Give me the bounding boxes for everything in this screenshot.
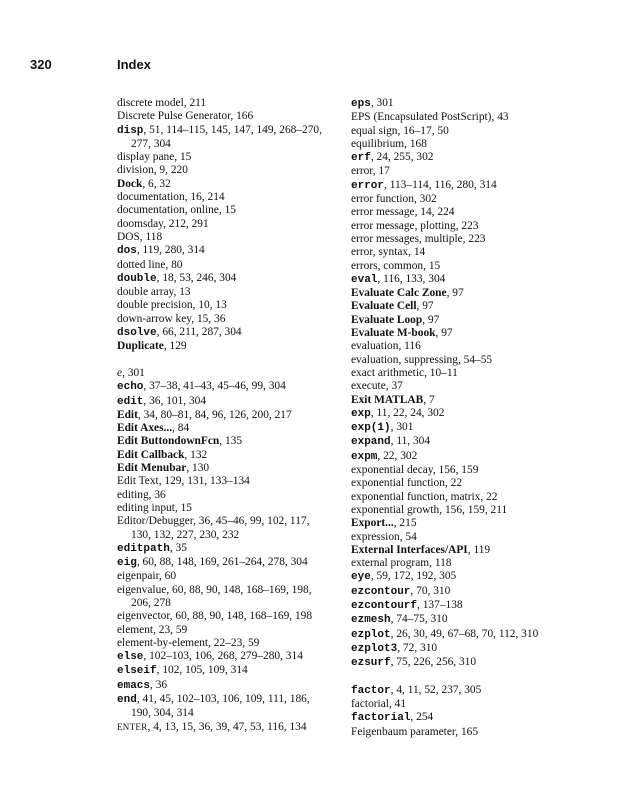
index-term: eigenvalue xyxy=(117,583,167,596)
index-entry: ezplot3, 72, 310 xyxy=(351,641,438,655)
index-entry: exponential growth, 156, 159, 211 xyxy=(351,503,508,516)
index-entry: factorial, 254 xyxy=(351,711,434,725)
index-pages: 22–23, 59 xyxy=(213,636,260,649)
index-entry: display pane, 15 xyxy=(117,151,192,164)
index-term: expand xyxy=(351,436,391,449)
index-pages: 11, 22, 24, 302 xyxy=(376,406,445,419)
index-term: eye xyxy=(351,571,371,584)
index-term: Edit ButtondownFcn xyxy=(117,435,220,448)
index-pages: 43 xyxy=(497,111,509,124)
index-entry: exponential decay, 156, 159 xyxy=(351,464,479,477)
index-pages: 14, 224 xyxy=(420,206,455,219)
index-entry: Edit, 34, 80–81, 84, 96, 126, 200, 217 xyxy=(117,408,292,421)
index-pages: 301 xyxy=(127,366,145,379)
index-term: exp(1) xyxy=(351,422,391,435)
index-entry: eigenvector, 60, 88, 90, 148, 168–169, 198 xyxy=(117,610,313,623)
index-entry: External Interfaces/API, 119 xyxy=(351,543,491,556)
index-entry: Evaluate Cell, 97 xyxy=(351,300,434,313)
index-entry: error message, plotting, 223 xyxy=(351,219,479,232)
index-term: documentation xyxy=(117,191,185,204)
index-pages: 34, 80–81, 84, 96, 126, 200, 217 xyxy=(143,408,292,421)
index-term: Exit MATLAB xyxy=(351,393,424,406)
index-entry: error, 113–114, 116, 280, 314 xyxy=(351,178,497,192)
index-pages: 15 xyxy=(180,501,192,514)
index-pages: 97 xyxy=(422,300,434,313)
index-term: dsolve xyxy=(117,327,157,340)
index-term: exponential function, matrix xyxy=(351,490,481,503)
index-term: error, syntax xyxy=(351,246,409,259)
index-pages: 35 xyxy=(175,541,187,554)
index-term: down-arrow key xyxy=(117,312,192,325)
index-pages: 137–138 xyxy=(422,598,463,611)
index-pages: 129, 131, 133–134 xyxy=(164,475,250,488)
index-entry: ezcontourf, 137–138 xyxy=(351,598,463,612)
index-entry: emacs, 36 xyxy=(117,678,168,692)
index-term: Edit xyxy=(117,408,138,421)
letter-gap xyxy=(351,670,583,683)
index-pages: 135 xyxy=(224,435,243,448)
index-pages: 156, 159, 211 xyxy=(444,503,508,516)
index-term: editing input xyxy=(117,501,175,514)
index-entry: discrete model, 211 xyxy=(117,97,207,109)
index-entry: down-arrow key, 15, 36 xyxy=(117,312,226,325)
index-entry: equal sign, 16–17, 50 xyxy=(351,124,449,137)
index-pages: 13 xyxy=(179,286,191,299)
index-entry: eye, 59, 172, 192, 305 xyxy=(351,570,457,584)
index-entry: elseif, 102, 105, 109, 314 xyxy=(117,664,248,678)
index-entry-continuation: 130, 132, 227, 230, 232 xyxy=(131,528,240,541)
letter-gap xyxy=(117,354,349,367)
index-entry: Edit Callback, 132 xyxy=(117,448,208,461)
index-entry: error message, 14, 224 xyxy=(351,206,455,219)
index-term: Evaluate M-book xyxy=(351,327,436,340)
index-term: elseif xyxy=(117,665,157,678)
index-pages: 166 xyxy=(236,110,254,123)
index-pages: 168 xyxy=(409,137,427,150)
index-entry: double array, 13 xyxy=(117,286,191,299)
index-entry: expand, 11, 304 xyxy=(351,435,431,449)
index-pages: 36 xyxy=(154,488,166,501)
index-term: ezmesh xyxy=(351,614,391,627)
index-term: eig xyxy=(117,557,137,570)
index-pages: 22, 302 xyxy=(383,449,418,462)
index-entry: evaluation, 116 xyxy=(351,340,421,353)
index-entry: Dock, 6, 32 xyxy=(117,177,171,190)
index-entry: Edit ButtondownFcn, 135 xyxy=(117,435,243,448)
index-pages: 301 xyxy=(376,97,394,109)
index-pages: 16–17, 50 xyxy=(403,124,449,137)
index-term: Export... xyxy=(351,517,394,530)
page-number: 320 xyxy=(30,57,52,72)
index-term: equilibrium xyxy=(351,137,405,150)
index-pages: 23, 59 xyxy=(158,623,188,636)
index-term: erf xyxy=(351,152,371,165)
index-term: element-by-element xyxy=(117,636,209,649)
index-entry: eps, 301 xyxy=(351,97,394,110)
index-term: error xyxy=(351,179,385,192)
index-term: emacs xyxy=(117,679,151,692)
index-entry: execute, 37 xyxy=(351,380,403,393)
index-entry: disp, 51, 114–115, 145, 147, 149, 268–270, xyxy=(117,123,322,137)
index-pages: 97 xyxy=(452,287,464,300)
index-column-left xyxy=(117,97,349,734)
index-entry: documentation, online, 15 xyxy=(117,204,236,217)
index-pages: 84 xyxy=(177,422,190,435)
index-term: error function xyxy=(351,193,414,206)
index-pages: 97 xyxy=(427,313,440,326)
index-pages: 7 xyxy=(428,393,435,406)
index-entry: edit, 36, 101, 304 xyxy=(117,394,207,408)
index-pages: 129 xyxy=(169,340,187,353)
index-entry: Edit Axes..., 84 xyxy=(117,422,190,435)
index-pages: 41 xyxy=(394,698,407,711)
index-term: double precision xyxy=(117,299,193,312)
index-entry: dos, 119, 280, 314 xyxy=(117,244,205,258)
index-term: execute xyxy=(351,380,386,393)
index-pages: 118 xyxy=(145,230,163,243)
index-term: Edit Text xyxy=(117,475,159,488)
index-pages: 15, 36 xyxy=(196,312,226,325)
index-pages: 119 xyxy=(473,543,491,556)
index-term: ezcontourf xyxy=(351,599,418,612)
index-entry: eig, 60, 88, 148, 169, 261–264, 278, 304 xyxy=(117,556,308,570)
index-pages: 4, 13, 15, 36, 39, 47, 53, 116, 134 xyxy=(153,720,307,733)
index-term: Evaluate Loop xyxy=(351,313,423,326)
index-pages: 22 xyxy=(450,477,463,490)
index-pages: 15 xyxy=(428,259,441,272)
index-pages: 36, 101, 304 xyxy=(149,394,207,407)
index-term: dos xyxy=(117,245,137,258)
index-term: disp xyxy=(117,124,144,137)
index-term: evaluation, suppressing xyxy=(351,353,458,366)
index-term: display pane xyxy=(117,151,175,164)
index-pages: 4, 11, 52, 237, 305 xyxy=(396,683,482,696)
index-term: ezsurf xyxy=(351,657,391,670)
index-term: error message xyxy=(351,206,415,219)
index-entry: Evaluate Calc Zone, 97 xyxy=(351,287,464,300)
index-pages: 75, 226, 256, 310 xyxy=(396,656,477,669)
index-pages: 6, 32 xyxy=(148,177,171,190)
index-term: external program xyxy=(351,557,430,570)
index-entry-continuation: 277, 304 xyxy=(131,137,171,150)
index-pages: 156, 159 xyxy=(438,464,479,477)
index-entry: error, syntax, 14 xyxy=(351,246,426,259)
index-pages: 26, 30, 49, 67–68, 70, 112, 310 xyxy=(396,627,539,640)
index-term: edit xyxy=(117,395,144,408)
index-term: editing xyxy=(117,488,149,501)
index-entry: eigenvalue, 60, 88, 90, 148, 168–169, 198, xyxy=(117,583,312,596)
index-entry: evaluation, suppressing, 54–55 xyxy=(351,353,493,366)
index-entry: Discrete Pulse Generator, 166 xyxy=(117,110,254,123)
index-entry: external program, 118 xyxy=(351,557,452,570)
index-pages: 97 xyxy=(441,327,453,340)
index-pages: 119, 280, 314 xyxy=(142,244,205,257)
index-pages: 16, 214 xyxy=(190,191,225,204)
index-entry: echo, 37–38, 41–43, 45–46, 99, 304 xyxy=(117,380,286,394)
index-entry: exponential function, 22 xyxy=(351,477,463,490)
index-pages: 14 xyxy=(413,246,426,259)
index-entry: division, 9, 220 xyxy=(117,164,188,177)
index-term: Feigenbaum parameter xyxy=(351,725,456,738)
index-entry: documentation, 16, 214 xyxy=(117,191,225,204)
index-entry: eval, 116, 133, 304 xyxy=(351,272,446,286)
index-entry: Edit Text, 129, 131, 133–134 xyxy=(117,475,250,488)
index-pages: 60, 88, 90, 148, 168–169, 198 xyxy=(175,610,313,623)
index-entry: error messages, multiple, 223 xyxy=(351,232,486,245)
index-entry: exponential function, matrix, 22 xyxy=(351,490,498,503)
index-pages: 80 xyxy=(171,258,183,271)
index-term: factor xyxy=(351,684,391,697)
index-pages: 116 xyxy=(404,340,421,353)
index-term: dotted line xyxy=(117,258,166,271)
index-term: echo xyxy=(117,381,144,394)
index-pages: 212, 291 xyxy=(168,217,209,230)
index-entry: expression, 54 xyxy=(351,530,417,543)
index-term: else xyxy=(117,651,144,664)
index-term: error messages, multiple xyxy=(351,232,463,245)
index-term: error xyxy=(351,165,373,178)
index-term: ENTER xyxy=(117,721,148,732)
index-pages: 70, 310 xyxy=(416,584,451,597)
index-pages: 51, 114–115, 145, 147, 149, 268–270, xyxy=(149,123,322,136)
index-term: expm xyxy=(351,450,378,463)
index-entry: Duplicate, 129 xyxy=(117,340,187,353)
index-pages: 36, 45–46, 99, 102, 117, xyxy=(198,515,310,528)
index-column-right xyxy=(351,97,583,739)
index-pages: 10–11 xyxy=(429,366,458,379)
index-entry: else, 102–103, 106, 268, 279–280, 314 xyxy=(117,650,303,664)
index-term: Edit Axes... xyxy=(117,422,173,435)
index-term: equal sign xyxy=(351,124,398,137)
index-entry: double precision, 10, 13 xyxy=(117,299,227,312)
index-entry: EPS (Encapsulated PostScript), 43 xyxy=(351,111,509,124)
index-pages: 302 xyxy=(419,193,437,206)
index-term: e xyxy=(117,366,123,379)
index-entry: ezmesh, 74–75, 310 xyxy=(351,613,448,627)
index-entry: element, 23, 59 xyxy=(117,623,188,636)
index-pages: 215 xyxy=(399,517,417,530)
index-pages: 15 xyxy=(179,151,192,164)
index-term: exponential growth xyxy=(351,503,440,516)
index-term: ezplot xyxy=(351,628,391,641)
index-term: eps xyxy=(351,98,371,110)
index-pages: 54 xyxy=(405,530,417,543)
index-pages: 41, 45, 102–103, 106, 109, 111, 186, xyxy=(142,693,310,706)
index-entry: error, 17 xyxy=(351,165,390,178)
index-pages: 301 xyxy=(396,421,414,434)
index-term: DOS xyxy=(117,230,140,243)
index-entry: Export..., 215 xyxy=(351,517,417,530)
index-entry: editing, 36 xyxy=(117,488,166,501)
index-entry: expm, 22, 302 xyxy=(351,449,418,463)
index-pages: 36 xyxy=(155,678,168,691)
index-term: documentation, online xyxy=(117,204,219,217)
index-term: EPS (Encapsulated PostScript) xyxy=(351,111,492,124)
index-entry: Exit MATLAB, 7 xyxy=(351,393,435,406)
index-pages: 130 xyxy=(192,462,210,475)
index-term: doomsday xyxy=(117,217,164,230)
index-entry: ezsurf, 75, 226, 256, 310 xyxy=(351,656,477,670)
index-pages: 18, 53, 246, 304 xyxy=(162,271,237,284)
index-entry: e, 301 xyxy=(117,366,145,379)
index-pages: 254 xyxy=(416,711,434,724)
index-entry: exact arithmetic, 10–11 xyxy=(351,366,458,379)
index-term: Discrete Pulse Generator xyxy=(117,110,231,123)
index-entry: ezplot, 26, 30, 49, 67–68, 70, 112, 310 xyxy=(351,627,539,641)
index-term: errors, common xyxy=(351,259,424,272)
index-pages: 9, 220 xyxy=(159,164,188,177)
index-pages: 10, 13 xyxy=(198,299,227,312)
index-term: eigenpair xyxy=(117,570,159,583)
index-entry: dsolve, 66, 211, 287, 304 xyxy=(117,326,242,340)
index-entry: editpath, 35 xyxy=(117,541,187,555)
index-pages: 15 xyxy=(224,204,236,217)
index-entry: end, 41, 45, 102–103, 106, 109, 111, 186, xyxy=(117,693,310,707)
index-pages: 74–75, 310 xyxy=(396,613,448,626)
index-term: expression xyxy=(351,530,400,543)
index-entry: dotted line, 80 xyxy=(117,258,183,271)
index-entry: DOS, 118 xyxy=(117,230,163,243)
index-pages: 11, 304 xyxy=(396,435,431,448)
index-pages: 211 xyxy=(189,97,207,109)
index-pages: 60, 88, 148, 169, 261–264, 278, 304 xyxy=(142,556,308,569)
index-pages: 54–55 xyxy=(463,353,493,366)
index-entry: exp, 11, 22, 24, 302 xyxy=(351,406,445,420)
index-entry: Edit Menubar, 130 xyxy=(117,462,210,475)
index-entry: eigenpair, 60 xyxy=(117,570,177,583)
index-term: exponential decay xyxy=(351,464,433,477)
index-term: Editor/Debugger xyxy=(117,515,194,528)
index-term: eigenvector xyxy=(117,610,170,623)
index-term: Duplicate xyxy=(117,340,164,353)
index-pages: 116, 133, 304 xyxy=(383,272,446,285)
index-pages: 223 xyxy=(468,232,486,245)
index-pages: 66, 211, 287, 304 xyxy=(162,326,242,339)
index-entry-continuation: 190, 304, 314 xyxy=(131,707,194,720)
index-pages: 59, 172, 192, 305 xyxy=(376,570,457,583)
index-term: Evaluate Cell xyxy=(351,300,417,313)
index-entry: Editor/Debugger, 36, 45–46, 99, 102, 117, xyxy=(117,515,310,528)
index-term: error message, plotting xyxy=(351,219,456,232)
index-term: ezcontour xyxy=(351,585,411,598)
index-term: Evaluate Calc Zone xyxy=(351,287,447,300)
index-pages: 17 xyxy=(378,165,390,178)
index-term: exp xyxy=(351,407,371,420)
index-term: element xyxy=(117,623,154,636)
index-pages: 223 xyxy=(461,219,479,232)
index-term: editpath xyxy=(117,542,170,555)
index-pages: 60, 88, 90, 148, 168–169, 198, xyxy=(172,583,312,596)
index-pages: 102, 105, 109, 314 xyxy=(162,664,248,677)
index-term: eval xyxy=(351,273,378,286)
index-entry: doomsday, 212, 291 xyxy=(117,217,209,230)
index-term: exponential function xyxy=(351,477,445,490)
index-pages: 118 xyxy=(434,557,452,570)
index-entry: ezcontour, 70, 310 xyxy=(351,584,451,598)
index-term: Edit Callback xyxy=(117,448,185,461)
index-term: External Interfaces/API xyxy=(351,543,468,556)
index-entry: editing input, 15 xyxy=(117,501,192,514)
index-pages: 24, 255, 302 xyxy=(376,151,434,164)
index-term: double xyxy=(117,272,157,285)
index-pages: 37–38, 41–43, 45–46, 99, 304 xyxy=(149,380,286,393)
index-pages: 113–114, 116, 280, 314 xyxy=(389,178,497,191)
index-term: discrete model xyxy=(117,97,184,109)
index-entry: erf, 24, 255, 302 xyxy=(351,151,434,165)
index-pages: 72, 310 xyxy=(402,641,438,654)
index-pages: 37 xyxy=(391,380,403,393)
index-entry: error function, 302 xyxy=(351,193,437,206)
index-entry: factor, 4, 11, 52, 237, 305 xyxy=(351,683,482,697)
index-entry: element-by-element, 22–23, 59 xyxy=(117,636,260,649)
index-term: ezplot3 xyxy=(351,642,398,655)
index-term: factorial xyxy=(351,698,389,711)
index-term: Dock xyxy=(117,177,143,190)
index-entry: Evaluate M-book, 97 xyxy=(351,327,453,340)
index-entry: equilibrium, 168 xyxy=(351,137,427,150)
index-pages: 60 xyxy=(164,570,177,583)
index-term: factorial xyxy=(351,712,411,725)
index-pages: 102–103, 106, 268, 279–280, 314 xyxy=(149,650,303,663)
index-pages: 165 xyxy=(460,725,479,738)
index-entry: exp(1), 301 xyxy=(351,421,414,435)
index-entry: errors, common, 15 xyxy=(351,259,441,272)
index-term: Edit Menubar xyxy=(117,462,187,475)
index-entry-continuation: 206, 278 xyxy=(131,596,171,609)
index-entry: Feigenbaum parameter, 165 xyxy=(351,725,479,738)
index-term: end xyxy=(117,694,137,707)
index-pages: 22 xyxy=(486,490,498,503)
index-term: evaluation xyxy=(351,340,399,353)
index-entry: double, 18, 53, 246, 304 xyxy=(117,271,237,285)
index-entry: factorial, 41 xyxy=(351,698,407,711)
index-entry: ENTER, 4, 13, 15, 36, 39, 47, 53, 116, 134 xyxy=(117,720,307,733)
index-pages: 132 xyxy=(190,448,208,461)
index-term: double array xyxy=(117,286,174,299)
index-term: division xyxy=(117,164,154,177)
index-entry: Evaluate Loop, 97 xyxy=(351,313,440,326)
running-head: Index xyxy=(117,57,151,72)
index-term: exact arithmetic xyxy=(351,366,425,379)
